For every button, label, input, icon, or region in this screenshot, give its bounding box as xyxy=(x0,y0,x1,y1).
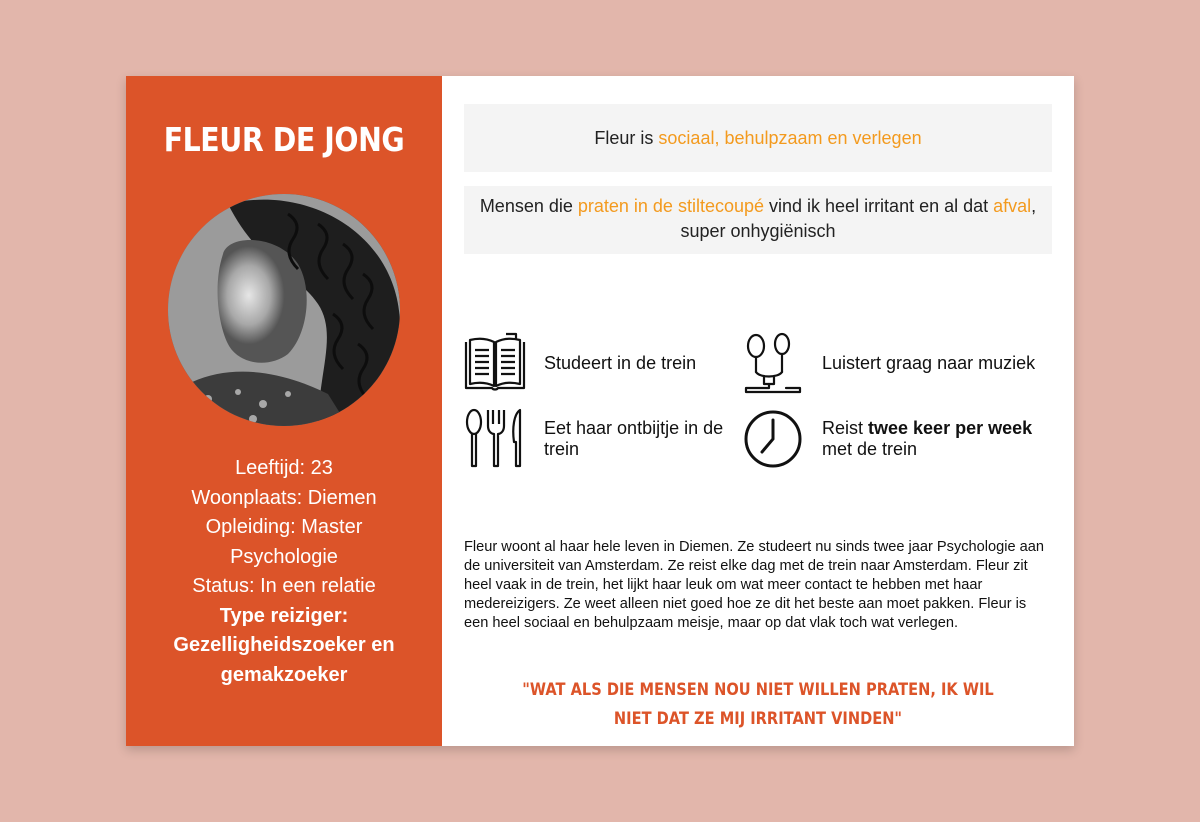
feature-travel-text xyxy=(822,418,1032,460)
traveler-type-value: Gezelligheidszoeker en gemakzoeker xyxy=(173,634,395,686)
feature-breakfast xyxy=(464,408,724,470)
irritation-box xyxy=(464,186,1052,254)
feature-study-text: Studeert in de trein xyxy=(544,352,697,373)
travel-suffix: met de trein xyxy=(822,439,918,459)
biography: Fleur woont al haar hele leven in Diemen. Ze studeert nu sinds twee jaar Psychologie aan de universiteit van Amsterdam. Ze reist elke dag met de trein naar Amsterdam. Fleur zit heel vaak in de trein, het lijkt haar leuk om wat meer contact te hebben met haar medereizigers. Ze weet alleen niet goed hoe ze dit het beste aan moet pakken. Fleur is een heel sociaal en behulpzaam meisje, maar op dat vlak toch wat verlegen. xyxy=(464,539,1045,631)
education-line2: Psychologie xyxy=(230,545,338,568)
feature-study xyxy=(464,332,696,394)
clock-icon xyxy=(742,408,804,470)
portrait-illustration xyxy=(168,194,400,426)
irritation-highlight1: praten in de stiltecoupé xyxy=(577,196,765,216)
persona-card xyxy=(126,76,1074,746)
portrait-photo xyxy=(168,194,400,426)
traveler-type-label: Type reiziger: xyxy=(219,604,349,627)
personality-prefix: Fleur is xyxy=(594,128,659,148)
open-book-icon xyxy=(464,332,526,394)
content-panel xyxy=(442,76,1074,746)
personality-highlight: sociaal, behulpzaam en verlegen xyxy=(658,128,922,148)
education-line1: Opleiding: Master xyxy=(205,516,363,538)
travel-bold: twee keer per week xyxy=(868,418,1033,438)
age: Leeftijd: 23 xyxy=(235,457,333,479)
feature-music xyxy=(742,332,1035,394)
cutlery-icon xyxy=(464,408,526,470)
persona-quote: "WAT ALS DIE MENSEN NOU NIET WILLEN PRATEN, IK WIL NIET DAT ZE MIJ IRRITANT VINDEN" xyxy=(522,680,994,729)
feature-travel xyxy=(742,408,1032,470)
earphones-icon xyxy=(742,332,804,394)
profile-panel xyxy=(126,76,442,746)
irritation-part1: Mensen die xyxy=(479,196,578,216)
irritation-part2: vind ik heel irritant en al dat xyxy=(764,196,994,216)
personality-box xyxy=(464,104,1052,172)
irritation-part3: , super onhygiënisch xyxy=(680,196,1037,241)
irritation-highlight2: afval xyxy=(993,196,1032,216)
feature-breakfast-text: Eet haar ontbijtje in de trein xyxy=(544,418,724,459)
profile-details xyxy=(146,454,422,690)
persona-name: FLEUR DE JONG xyxy=(163,120,405,159)
residence: Woonplaats: Diemen xyxy=(191,486,377,509)
travel-prefix: Reist xyxy=(822,418,869,438)
relationship-status: Status: In een relatie xyxy=(192,575,376,597)
feature-music-text: Luistert graag naar muziek xyxy=(822,352,1036,373)
